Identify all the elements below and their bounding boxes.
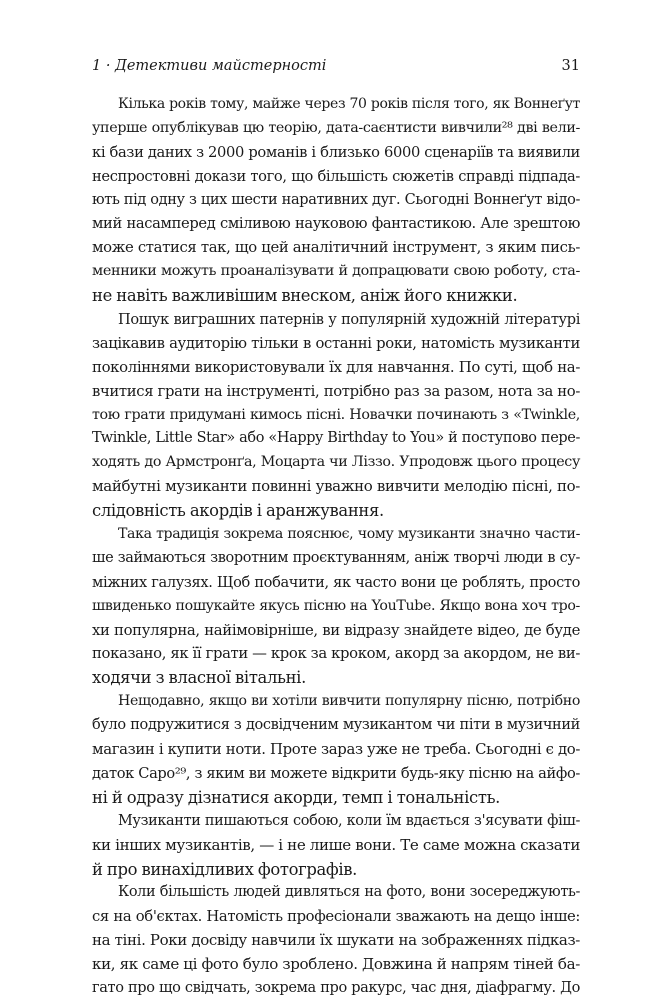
text-line: ки, як саме ці фото було зроблено. Довжина й напрям тіней ба- (92, 955, 580, 974)
paragraph (92, 308, 580, 523)
text-line: ні й одразу дізнатися акорди, темп і тональність. (92, 787, 501, 807)
chapter-title: 1 · Детективи майстерності (92, 58, 327, 74)
paragraph (92, 881, 580, 1000)
text-line: й про винахідливих фотографів. (92, 859, 357, 879)
text-line: уперше опублікував цю теорію, дата-саєнтисти вивчили²⁸ дві вели- (92, 119, 580, 136)
text-line: ють під одну з цих шести наративних дуг. Сьогодні Воннеґут відо- (92, 191, 580, 208)
text-line: мий насамперед сміливою науковою фантастикою. Але зрештою (92, 215, 580, 233)
text-line: Пошук виграшних патернів у популярній художній літературі (118, 311, 580, 329)
text-line: хи популярна, найімовірніше, ви відразу знайдете відео, де буде (92, 620, 580, 639)
paragraph (92, 523, 580, 690)
text-line: Нещодавно, якщо ви хотіли вивчити популярну пісню, потрібно (118, 693, 580, 710)
text-line: було подружитися з досвідченим музикантом чи піти в музичний (92, 717, 580, 734)
text-line: гато про що свідчать, зокрема про ракурс, час дня, діафрагму. До (92, 979, 580, 996)
page-number: 31 (561, 58, 580, 74)
text-line: ки інших музикантів, — і не лише вони. Те саме можна сказати (92, 835, 580, 854)
paragraph (92, 810, 580, 882)
paragraph (92, 690, 580, 809)
text-line: магазин і купити ноти. Проте зараз уже не треба. Сьогодні є до- (92, 740, 580, 759)
text-line: не навіть важливішим внеском, аніж його книжки. (92, 286, 518, 306)
text-line: поколіннями використовували їх для навчання. По суті, щоб на- (92, 357, 580, 376)
text-line: може статися так, що цей аналітичний інструмент, з яким пись- (92, 239, 580, 257)
text-line: швиденько пошукайте якусь пісню на YouTube. Якщо вона хоч тро- (92, 597, 580, 614)
text-line: майбутні музиканти повинні уважно вивчити мелодію пісні, по- (92, 477, 580, 496)
text-line: вчитися грати на інструменті, потрібно раз за разом, нота за но- (92, 382, 580, 400)
text-line: Така традиція зокрема пояснює, чому музиканти значно части- (118, 526, 580, 543)
text-line: Кілька років тому, майже через 70 років після того, як Воннеґут (118, 96, 580, 112)
text-line: неспростовні докази того, що більшість сюжетів справді підпада- (92, 167, 580, 185)
text-line: даток Capo²⁹, з яким ви можете відкрити будь-яку пісню на айфо- (92, 764, 580, 782)
text-line: кі бази даних з 2000 романів і близько 6000 сценаріїв та виявили (92, 143, 580, 161)
paragraph (92, 93, 580, 308)
text-line: показано, як її грати — крок за кроком, акорд за акордом, не ви- (92, 645, 580, 663)
text-line: ше займаються зворотним проєктуванням, аніж творчі люди в су- (92, 549, 580, 566)
text-line: Twinkle, Little Star» або «Happy Birthday to You» й поступово пере- (92, 430, 580, 447)
text-line: зацікавив аудиторію тільки в останні роки, натомість музиканти (92, 334, 580, 352)
text-line: ходять до Армстронґа, Моцарта чи Ліззо. Упродовж цього процесу (92, 454, 580, 471)
text-line: Музиканти пишаються собою, коли їм вдається з'ясувати фіш- (118, 812, 580, 829)
text-line: менники можуть проаналізувати й допрацювати свою роботу, ста- (92, 263, 580, 280)
text-line: міжних галузях. Щоб побачити, як часто вони це роблять, просто (92, 573, 580, 591)
body-text (92, 93, 580, 1001)
text-line: тою грати придумані кимось пісні. Новачки починають з «Twinkle, (92, 406, 580, 423)
text-line: на тіні. Роки досвіду навчили їх шукати на зображеннях підказ- (92, 931, 580, 950)
text-line: слідовність акордів і аранжування. (92, 501, 384, 521)
text-line: ходячи з власної вітальні. (92, 668, 306, 688)
text-line: Коли більшість людей дивляться на фото, вони зосереджують- (118, 884, 580, 901)
text-line: ся на об'єктах. Натомість професіонали зважають на дещо інше: (92, 908, 580, 926)
running-head (92, 56, 580, 76)
